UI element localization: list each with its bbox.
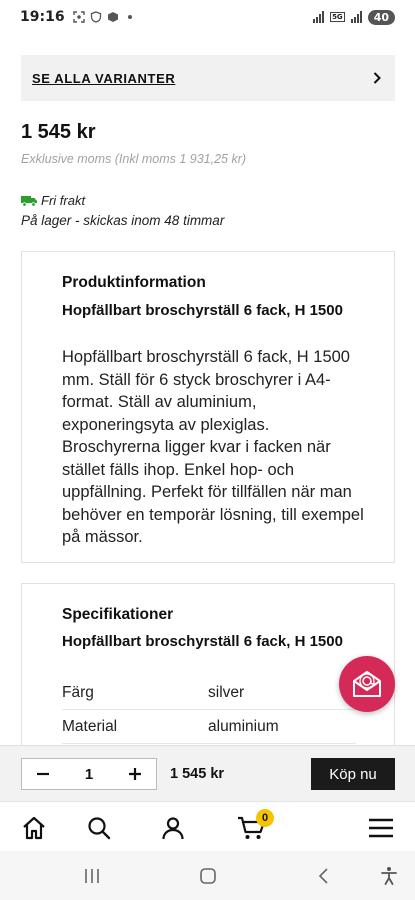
contact-email-button[interactable] xyxy=(339,656,395,712)
recent-apps-icon xyxy=(83,868,101,884)
status-notification-icons xyxy=(73,11,136,23)
product-info-title: Produktinformation xyxy=(62,274,206,291)
buy-now-button[interactable]: Köp nu xyxy=(311,758,395,790)
product-price: 1 545 kr xyxy=(21,121,96,143)
decrease-quantity-button[interactable] xyxy=(22,759,64,789)
recent-apps-button[interactable] xyxy=(80,864,104,888)
variants-label: SE ALLA VARIANTER xyxy=(32,70,176,86)
spec-value: aluminium xyxy=(208,717,279,735)
specifications-title: Specifikationer xyxy=(62,606,174,623)
status-left xyxy=(20,9,136,25)
home-system-button[interactable] xyxy=(196,864,220,888)
back-system-button[interactable] xyxy=(312,864,336,888)
menu-icon xyxy=(368,817,394,839)
spec-row xyxy=(62,676,356,710)
system-navigation-bar xyxy=(0,851,415,900)
buy-bar-price: 1 545 kr xyxy=(170,766,225,782)
nav-account-button[interactable] xyxy=(159,814,187,842)
account-icon xyxy=(160,815,186,841)
product-info-subtitle: Hopfällbart broschyrställ 6 fack, H 1500 xyxy=(62,302,343,319)
home-square-icon xyxy=(199,867,217,885)
minus-icon xyxy=(36,767,50,781)
nav-search-button[interactable] xyxy=(85,814,113,842)
specifications-subtitle: Hopfällbart broschyrställ 6 fack, H 1500 xyxy=(62,633,343,650)
see-all-variants-button[interactable] xyxy=(21,55,395,101)
cart-count-badge: 0 xyxy=(256,809,274,827)
status-time: 19:16 xyxy=(20,9,65,25)
network-badge: 5G xyxy=(332,13,343,21)
product-info-card xyxy=(21,251,395,563)
battery-indicator: 40 xyxy=(368,10,395,25)
screenshot-icon xyxy=(73,11,85,23)
spec-key: Färg xyxy=(62,683,94,701)
nav-home-button[interactable] xyxy=(20,814,48,842)
shield-icon xyxy=(90,11,102,23)
plus-icon xyxy=(128,767,142,781)
spec-value: silver xyxy=(208,683,245,701)
increase-quantity-button[interactable] xyxy=(114,759,156,789)
mail-icon xyxy=(351,669,383,699)
dot-icon xyxy=(124,11,136,23)
quantity-input[interactable]: 1 xyxy=(84,765,94,783)
price-vat-note: Exklusive moms (Inkl moms 1 931,25 kr) xyxy=(21,152,247,166)
truck-icon xyxy=(21,195,37,207)
home-icon xyxy=(21,815,47,841)
signal-icon-2 xyxy=(351,11,362,23)
free-shipping-label: Fri frakt xyxy=(41,193,86,208)
package-icon xyxy=(107,11,119,23)
nav-menu-button[interactable] xyxy=(367,814,395,842)
back-icon xyxy=(316,867,332,885)
chevron-right-icon xyxy=(370,71,384,85)
bottom-navigation xyxy=(0,801,415,851)
accessibility-icon xyxy=(380,866,398,886)
spec-row xyxy=(62,710,356,744)
accessibility-button[interactable] xyxy=(377,864,401,888)
search-icon xyxy=(86,815,112,841)
nav-cart-button[interactable] xyxy=(235,814,269,842)
buy-bar xyxy=(0,745,415,801)
quantity-stepper xyxy=(21,758,157,790)
product-description: Hopfällbart broschyrställ 6 fack, H 1500 mm. Ställ för 6 styck broschyrer i A4-format. Ställ av aluminium, exponeringsyta av plexiglas. Broschyrerna ligger kvar i facken när stället fälls ihop. Enkel hop- och uppfällning. Perfekt för tillfällen när man behöver en temporär lösning, till exempel på mässor. xyxy=(62,348,364,546)
spec-key: Material xyxy=(62,717,118,735)
stock-status: På lager - skickas inom 48 timmar xyxy=(21,213,225,228)
status-right xyxy=(313,10,395,25)
status-bar xyxy=(0,0,415,34)
free-shipping xyxy=(21,193,85,208)
signal-icon xyxy=(313,11,324,23)
